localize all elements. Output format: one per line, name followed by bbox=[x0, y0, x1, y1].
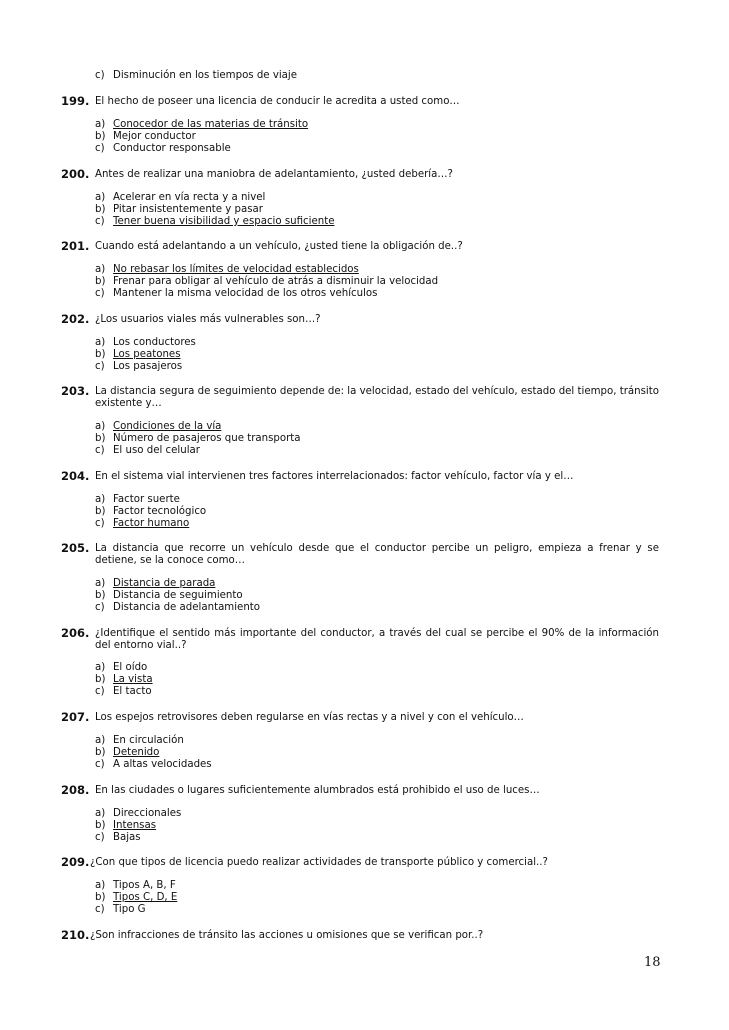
question-number: 207. bbox=[61, 710, 90, 724]
option: b) Frenar para obligar al vehículo de atrás a disminuir la velocidad bbox=[95, 276, 439, 287]
option: b) Intensas bbox=[95, 820, 157, 831]
option: a) El oído bbox=[95, 662, 148, 673]
carryover-option: c) Disminución en los tiempos de viaje bbox=[95, 70, 298, 81]
question-number: 202. bbox=[61, 312, 90, 326]
question-text: En el sistema vial intervienen tres factores interrelacionados: factor vehículo, factor vía y el… bbox=[95, 471, 574, 482]
correct-answer: Tener buena visibilidad y espacio suficiente bbox=[113, 216, 335, 227]
question-text: ¿Los usuarios viales más vulnerables son…? bbox=[95, 314, 321, 325]
correct-answer: Los peatones bbox=[113, 349, 181, 360]
correct-answer: La vista bbox=[113, 674, 153, 685]
correct-answer: Conocedor de las materias de tránsito bbox=[113, 119, 309, 130]
option: c) A altas velocidades bbox=[95, 759, 212, 770]
option: c) Tipo G bbox=[95, 904, 146, 915]
question-number: 200. bbox=[61, 167, 90, 181]
option: a) Distancia de parada bbox=[95, 578, 216, 589]
option: c) Los pasajeros bbox=[95, 361, 183, 372]
option: a) Acelerar en vía recta y a nivel bbox=[95, 192, 266, 203]
option: b) Pitar insistentemente y pasar bbox=[95, 204, 263, 215]
option: c) Bajas bbox=[95, 832, 141, 843]
option: a) Factor suerte bbox=[95, 494, 180, 505]
correct-answer: Tipos C, D, E bbox=[113, 892, 178, 903]
option: a) Condiciones de la vía bbox=[95, 421, 222, 432]
option: b) Los peatones bbox=[95, 349, 181, 360]
question-text: ¿Con que tipos de licencia puedo realizar actividades de transporte público y comercial..? bbox=[90, 857, 548, 868]
question-text: En las ciudades o lugares suficientemente alumbrados está prohibido el uso de luces… bbox=[95, 785, 540, 796]
option: b) Mejor conductor bbox=[95, 131, 196, 142]
option: a) Los conductores bbox=[95, 337, 196, 348]
question-text: ¿Son infracciones de tránsito las acciones u omisiones que se verifican por..? bbox=[90, 930, 484, 941]
question-number: 199. bbox=[61, 94, 90, 108]
correct-answer: Condiciones de la vía bbox=[113, 421, 222, 432]
question-number: 206. bbox=[61, 626, 90, 640]
option: b) Número de pasajeros que transporta bbox=[95, 433, 301, 444]
question-number: 201. bbox=[61, 239, 90, 253]
option: c) El uso del celular bbox=[95, 445, 200, 456]
question-number: 208. bbox=[61, 783, 90, 797]
option: c) Distancia de adelantamiento bbox=[95, 602, 261, 613]
option: b) Detenido bbox=[95, 747, 160, 758]
page-number: 18 bbox=[644, 955, 661, 970]
option: b) La vista bbox=[95, 674, 153, 685]
option: a) Conocedor de las materias de tránsito bbox=[95, 119, 309, 130]
correct-answer: No rebasar los límites de velocidad establecidos bbox=[113, 264, 359, 275]
correct-answer: Distancia de parada bbox=[113, 578, 216, 589]
question-number: 203. bbox=[61, 384, 90, 398]
correct-answer: Intensas bbox=[113, 820, 157, 831]
option: c) Mantener la misma velocidad de los otros vehículos bbox=[95, 288, 378, 299]
option: c) Tener buena visibilidad y espacio suficiente bbox=[95, 216, 335, 227]
option: a) Direccionales bbox=[95, 808, 182, 819]
option: c) Factor humano bbox=[95, 518, 190, 529]
question-number: 209. bbox=[61, 855, 90, 869]
option: b) Tipos C, D, E bbox=[95, 892, 178, 903]
correct-answer: Detenido bbox=[113, 747, 160, 758]
option: a) Tipos A, B, F bbox=[95, 880, 176, 891]
question-text: El hecho de poseer una licencia de conducir le acredita a usted como… bbox=[95, 96, 460, 107]
question-text: La distancia que recorre un vehículo desde que el conductor percibe un peligro, empieza a frenar y se detiene, se la conoce como… bbox=[95, 543, 659, 566]
question-number: 204. bbox=[61, 469, 90, 483]
question-text: Los espejos retrovisores deben regularse en vías rectas y a nivel y con el vehículo… bbox=[95, 712, 524, 723]
question-text: Antes de realizar una maniobra de adelantamiento, ¿usted debería…? bbox=[95, 169, 453, 180]
option: b) Factor tecnológico bbox=[95, 506, 207, 517]
option: a) No rebasar los límites de velocidad establecidos bbox=[95, 264, 359, 275]
option: b) Distancia de seguimiento bbox=[95, 590, 243, 601]
option: a) En circulación bbox=[95, 735, 184, 746]
question-text: La distancia segura de seguimiento depende de: la velocidad, estado del vehículo, estado del tiempo, tránsito existente y… bbox=[95, 386, 659, 409]
question-number: 205. bbox=[61, 541, 90, 555]
correct-answer: Factor humano bbox=[113, 518, 190, 529]
question-number: 210. bbox=[61, 928, 90, 942]
question-text: Cuando está adelantando a un vehículo, ¿usted tiene la obligación de..? bbox=[95, 241, 463, 252]
question-text: ¿Identifique el sentido más importante del conductor, a través del cual se percibe el 90% de la información del entorno vial..? bbox=[95, 628, 659, 651]
option: c) Conductor responsable bbox=[95, 143, 231, 154]
option: c) El tacto bbox=[95, 686, 152, 697]
